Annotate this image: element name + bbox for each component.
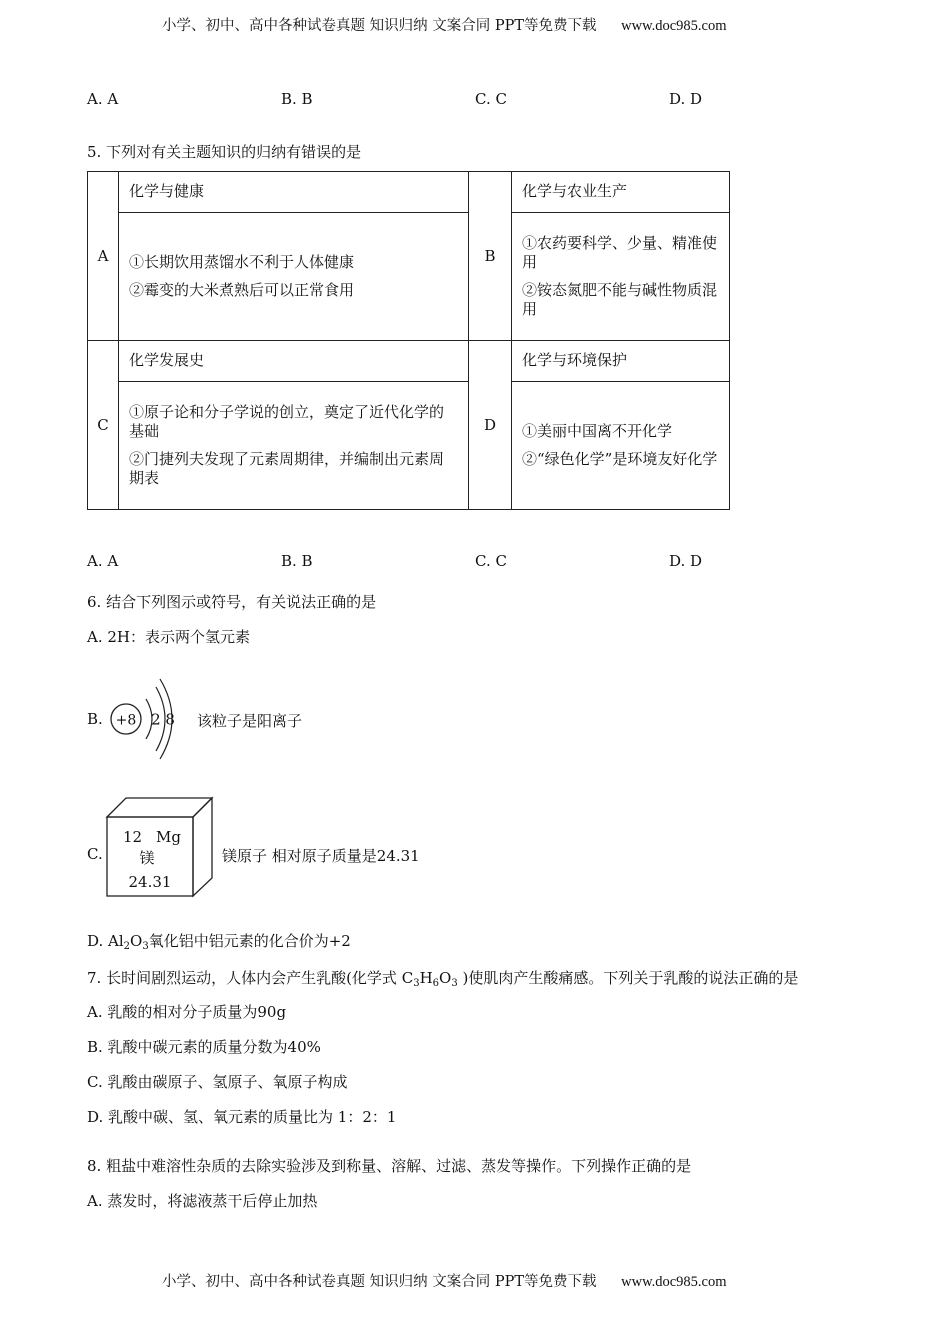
q6-d-sub2: 3 [142, 941, 149, 952]
q6-d-sub1: 2 [123, 941, 131, 952]
page-footer [162, 1270, 727, 1291]
q5-letter-d: D [469, 341, 512, 510]
q4-option-a: A. A [87, 90, 119, 108]
q5-option-a: A. A [87, 552, 119, 570]
q5-letter-c: C [88, 341, 119, 510]
q7-stem-pre: 7. 长时间剧烈运动，人体内会产生乳酸(化学式 C [87, 969, 414, 987]
q6-option-b-label: B. [87, 710, 103, 728]
page-header [162, 14, 727, 35]
q5-letter-b: B [469, 172, 512, 341]
q4-option-c: C. C [475, 90, 507, 108]
q5-c-item-1: ①原子论和分子学说的创立，奠定了近代化学的基础 [129, 403, 445, 440]
q5-b-item-2: ②铵态氮肥不能与碱性物质混用 [522, 281, 718, 318]
q4-option-d: D. D [669, 90, 703, 108]
q7-stem-post: )使肌肉产生酸痛感。下列关于乳酸的说法正确的是 [457, 969, 799, 987]
q7-stem [87, 967, 798, 989]
q5-letter-a: A [88, 172, 119, 341]
q6-option-c-text: 镁原子 相对原子质量是24.31 [222, 847, 420, 865]
q7-sub-o: 3 [451, 978, 458, 989]
q5-c-item-2: ②门捷列夫发现了元素周期律，并编制出元素周期表 [129, 450, 445, 487]
q6-d-mid: O [130, 932, 143, 950]
q7-option-b: B. 乳酸中碳元素的质量分数为40% [87, 1038, 321, 1056]
q5-body-a [119, 213, 469, 341]
atom-structure-diagram [106, 675, 186, 761]
nucleus-charge: +8 [115, 712, 137, 729]
q7-option-c: C. 乳酸由碳原子、氢原子、氧原子构成 [87, 1073, 348, 1091]
q8-option-a: A. 蒸发时，将滤液蒸干后停止加热 [87, 1192, 318, 1210]
q5-option-b: B. B [281, 552, 313, 570]
q6-option-a: A. 2H：表示两个氢元素 [87, 628, 250, 646]
q4-option-b: B. B [281, 90, 313, 108]
periodic-element-cube [104, 795, 216, 899]
q5-b-item-1: ①农药要科学、少量、精准使用 [522, 234, 718, 271]
q6-option-d [87, 930, 351, 952]
footer-site[interactable]: www.doc985.com [621, 1274, 727, 1290]
q7-option-d: D. 乳酸中碳、氢、氧元素的质量比为 1：2：1 [87, 1108, 397, 1126]
q5-stem: 5. 下列对有关主题知识的归纳有错误的是 [87, 143, 362, 161]
q6-option-c-label: C. [87, 845, 103, 863]
q6-option-b-text: 该粒子是阳离子 [197, 712, 303, 730]
q7-o: O [439, 969, 452, 987]
q6-d-prefix: D. Al [87, 932, 124, 950]
q7-h: H [419, 969, 433, 987]
footer-text: 小学、初中、高中各种试卷真题 知识归纳 文案合同 PPT等免费下载 [162, 1274, 597, 1290]
q5-option-c: C. C [475, 552, 507, 570]
shell-electrons: 2 8 [151, 710, 175, 729]
q5-option-d: D. D [669, 552, 703, 570]
element-name: 镁 [139, 849, 155, 867]
q5-a-item-1: ①长期饮用蒸馏水不利于人体健康 [129, 253, 355, 271]
element-number: 12 [123, 828, 143, 846]
q5-title-b: 化学与农业生产 [512, 172, 730, 213]
q5-body-c [119, 382, 469, 510]
header-text: 小学、初中、高中各种试卷真题 知识归纳 文案合同 PPT等免费下载 [162, 18, 597, 34]
q5-body-b [512, 213, 730, 341]
q5-d-item-2: ②“绿色化学”是环境友好化学 [522, 450, 718, 468]
q5-title-a: 化学与健康 [119, 172, 469, 213]
q5-d-item-1: ①美丽中国离不开化学 [522, 422, 673, 440]
q7-sub-h: 6 [432, 978, 440, 989]
header-site[interactable]: www.doc985.com [621, 18, 727, 34]
q6-d-text: 氧化铝中铝元素的化合价为+2 [148, 932, 351, 950]
q5-a-item-2: ②霉变的大米煮熟后可以正常食用 [129, 281, 355, 299]
q8-stem: 8. 粗盐中难溶性杂质的去除实验涉及到称量、溶解、过滤、蒸发等操作。下列操作正确的是 [87, 1157, 692, 1175]
element-symbol: Mg [156, 828, 181, 846]
q7-option-a: A. 乳酸的相对分子质量为90g [87, 1003, 287, 1021]
q7-sub-c: 3 [413, 978, 420, 989]
q5-body-d [512, 382, 730, 510]
q5-title-d: 化学与环境保护 [512, 341, 730, 382]
element-mass: 24.31 [128, 873, 172, 891]
q5-title-c: 化学发展史 [119, 341, 469, 382]
q5-table [87, 171, 730, 510]
q6-stem: 6. 结合下列图示或符号，有关说法正确的是 [87, 593, 377, 611]
